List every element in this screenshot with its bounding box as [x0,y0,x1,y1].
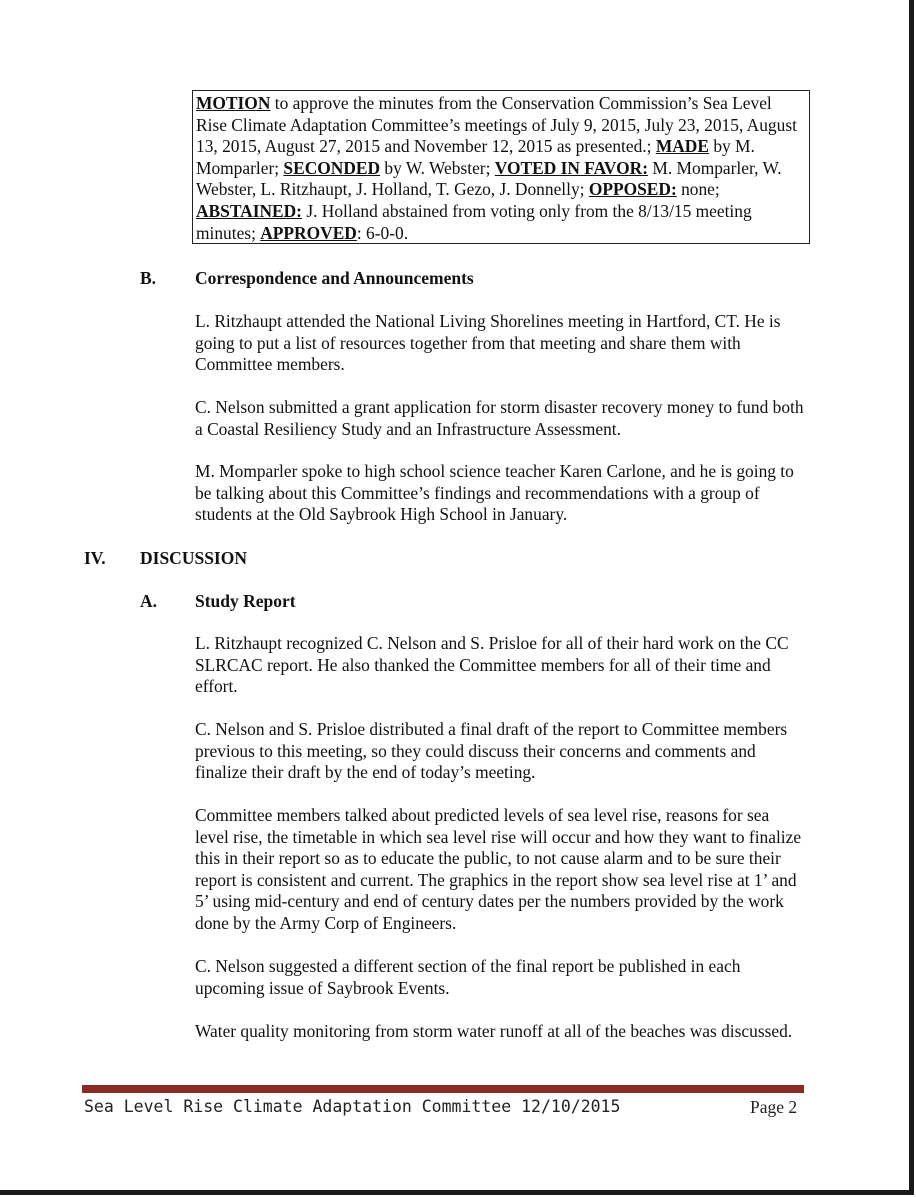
made-keyword: MADE [655,136,709,157]
section-b-paragraph: L. Ritzhaupt attended the National Living Shorelines meeting in Hartford, CT. He is going to put a list of resources together from that meeting and share them with Committee members. [195,311,781,375]
motion-text: to approve the minutes from the Conservation Commission’s Sea Level Rise Climate Adaptation Committee’s meetings of July 9, 2015, July 23, 2015, August 13, 2015, August 27, 2015 and November 12, 2015 as presented.; [196,93,797,157]
page-border-right [909,0,914,1194]
section-a-paragraph: Committee members talked about predicted levels of sea level rise, reasons for sea level rise, the timetable in which sea level rise will occur and how they want to finalize this in their report so as to educate the public, to not cause alarm and to be sure their report is consistent and current. The graphics in the report show sea level rise at 1’ and 5’ using mid-century and end of century dates per the numbers provided by the work done by the Army Corp of Engineers. [195,805,802,933]
section-b-title: Correspondence and Announcements [195,268,474,288]
opposed-text: none; [676,179,720,200]
section-a-paragraph: C. Nelson and S. Prisloe distributed a final draft of the report to Committee members previous to this meeting, so they could discuss their concerns and comments and finalize their draft by the end of today’s meeting. [195,719,788,783]
page-number: Page 2 [750,1097,798,1117]
footer-rule [82,1085,804,1093]
seconded-text: by W. Webster; [380,157,495,178]
voted-text: M. Momparler, W. Webster, L. Ritzhaupt, J. Holland, T. Gezo, J. Donnelly; [196,157,782,200]
section-b-letter: B. [140,268,157,288]
section-a-title: Study Report [195,591,296,611]
footer-title: Sea Level Rise Climate Adaptation Committee 12/10/2015 [84,1097,621,1116]
section-a-paragraph: L. Ritzhaupt recognized C. Nelson and S. Prisloe for all of their hard work on the CC SLRCAC report. He also thanked the Committee members for all of their time and effort. [195,633,789,697]
section-b-paragraph: C. Nelson submitted a grant application for storm disaster recovery money to fund both a Coastal Resiliency Study and an Infrastructure Assessment. [195,397,804,439]
voted-keyword: VOTED IN FAVOR: [494,157,649,178]
opposed-keyword: OPPOSED: [588,179,677,200]
section-iv-title: DISCUSSION [140,548,247,568]
section-a-paragraph: Water quality monitoring from storm water runoff at all of the beaches was discussed. [195,1021,793,1041]
motion-box [192,90,810,244]
motion-keyword: MOTION [196,93,271,113]
section-iv-numeral: IV. [84,548,106,568]
approved-keyword: APPROVED [260,222,357,243]
section-a-letter: A. [140,591,158,611]
section-a-paragraph: C. Nelson suggested a different section of the final report be published in each upcoming issue of Saybrook Events. [195,956,741,998]
section-b-paragraph: M. Momparler spoke to high school science teacher Karen Carlone, and he is going to be talking about this Committee’s findings and recommendations with a group of students at the Old Saybrook High School in January. [195,461,794,525]
page-border-bottom [0,1190,914,1195]
abstained-keyword: ABSTAINED: [196,200,302,221]
made-text: by M. Momparler; [196,136,755,178]
abstained-text: J. Holland abstained from voting only from the 8/13/15 meeting minutes; [196,200,752,243]
seconded-keyword: SECONDED [283,157,381,178]
approved-text: : 6-0-0. [356,222,409,243]
